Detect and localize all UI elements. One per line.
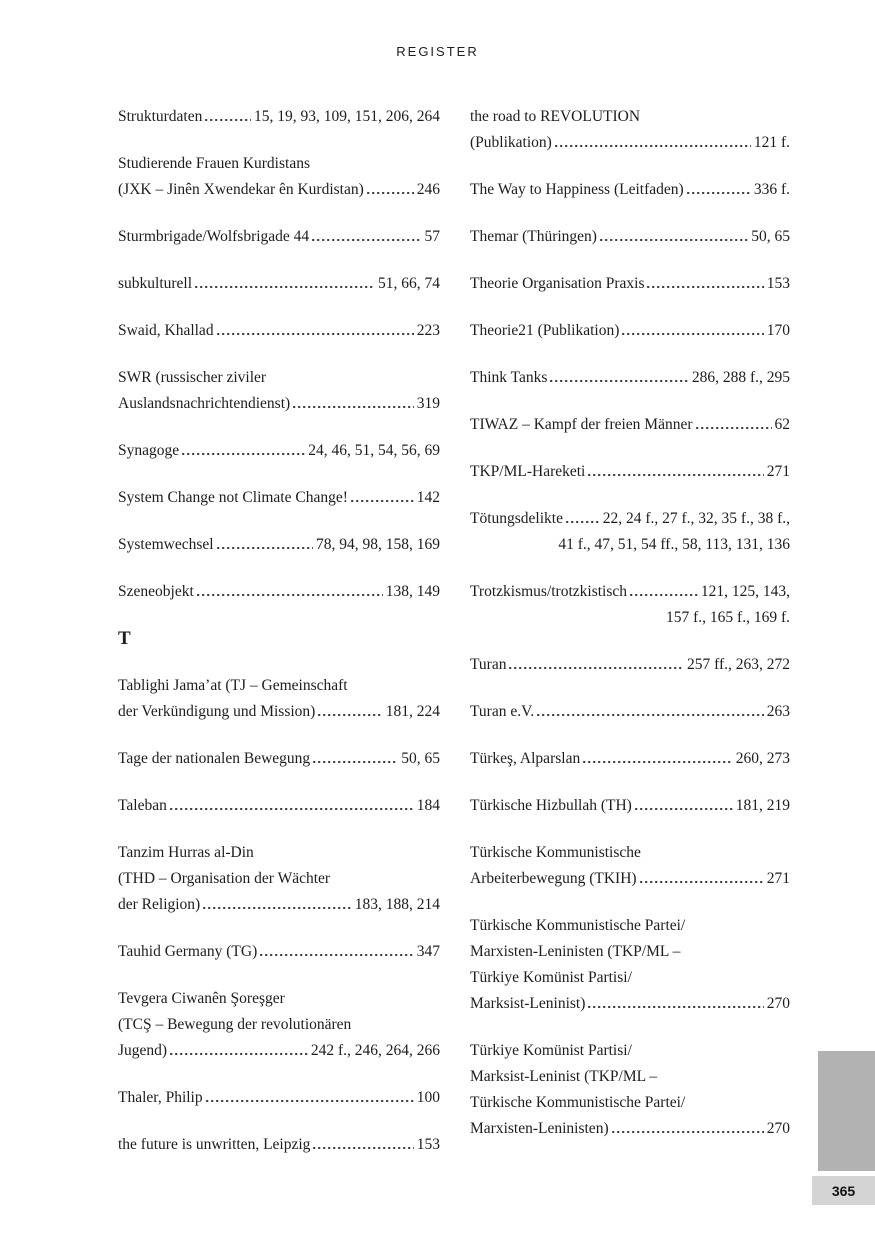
index-entry — [470, 699, 790, 725]
index-entry — [118, 840, 440, 918]
entry-pages: 121 f. — [753, 134, 790, 151]
entry-leader-line — [118, 746, 440, 772]
index-columns — [118, 104, 790, 1179]
entry-leader-line — [118, 318, 440, 344]
entry-term: The Way to Happiness (Leitfaden) — [470, 181, 684, 198]
entry-term: Tage der nationalen Bewegung — [118, 750, 311, 767]
entry-term: Themar (Thüringen) — [470, 228, 597, 245]
dot-leader — [696, 427, 772, 429]
entry-term: the future is unwritten, Leipzig — [118, 1136, 311, 1153]
entry-leader-line — [470, 793, 790, 819]
dot-leader — [182, 453, 305, 455]
entry-pages: 22, 24 f., 27 f., 32, 35 f., 38 f., — [602, 510, 790, 527]
index-column-left — [118, 104, 440, 1179]
index-entry — [118, 438, 440, 464]
entry-term: Türkeş, Alparslan — [470, 750, 581, 767]
entry-term: System Change not Climate Change! — [118, 489, 348, 506]
entry-pages: 270 — [766, 1120, 790, 1137]
entry-pages: 260, 273 — [735, 750, 790, 767]
entry-pages: 78, 94, 98, 158, 169 — [316, 536, 440, 553]
entry-term: Taleban — [118, 797, 167, 814]
entry-leader-line — [470, 177, 790, 203]
entry-leader-line — [118, 271, 440, 297]
entry-leader-line — [470, 699, 790, 725]
entry-pages: 138, 149 — [385, 583, 440, 600]
entry-pages: 50, 65 — [751, 228, 790, 245]
entry-term: Thaler, Philip — [118, 1089, 203, 1106]
entry-term: subkulturell — [118, 275, 193, 292]
entry-term: Marxisten-Leninisten) — [470, 1120, 609, 1137]
entry-leader-line — [470, 365, 790, 391]
entry-term: Strukturdaten — [118, 108, 203, 125]
entry-text-line: Tevgera Ciwanên Şoreşger — [118, 990, 285, 1007]
entry-pages: 242 f., 246, 264, 266 — [310, 1042, 440, 1059]
entry-leader-line — [118, 532, 440, 558]
dot-leader — [206, 1100, 414, 1102]
dot-leader — [566, 521, 600, 523]
entry-term: Theorie Organisation Praxis — [470, 275, 645, 292]
entry-pages: 153 — [766, 275, 790, 292]
index-entry — [118, 939, 440, 965]
entry-leader-line — [118, 1132, 440, 1158]
dot-leader — [205, 119, 251, 121]
entry-pages: 170 — [766, 322, 790, 339]
entry-pages: 121, 125, 143, — [700, 583, 790, 600]
entry-leader-line — [470, 318, 790, 344]
dot-leader — [170, 1053, 308, 1055]
dot-leader — [555, 145, 751, 147]
entry-term: Szeneobjekt — [118, 583, 194, 600]
dot-leader — [509, 667, 683, 669]
index-entry — [470, 652, 790, 678]
index-entry — [118, 224, 440, 250]
entry-pages: 270 — [766, 995, 790, 1012]
entry-leader-line — [118, 1038, 440, 1064]
dot-leader — [318, 714, 382, 716]
entry-pages: 319 — [416, 395, 440, 412]
entry-text-line: (TCŞ – Bewegung der revolutionären — [118, 1016, 352, 1033]
entry-leader-line — [470, 579, 790, 605]
entry-text-line: Tablighi Jama’at (TJ – Gemeinschaft — [118, 677, 348, 694]
dot-leader — [588, 1006, 763, 1008]
entry-term: (Publikation) — [470, 134, 552, 151]
dot-leader — [622, 333, 763, 335]
index-entry — [470, 318, 790, 344]
entry-text-line: Türkische Kommunistische Partei/ — [470, 917, 686, 934]
entry-leader-line — [470, 1116, 790, 1142]
entry-pages: 15, 19, 93, 109, 151, 206, 264 — [254, 108, 440, 125]
entry-leader-line — [470, 412, 790, 438]
dot-leader — [537, 714, 764, 716]
index-entry — [118, 673, 440, 725]
entry-pages: 223 — [416, 322, 440, 339]
dot-leader — [313, 761, 398, 763]
entry-leader-line — [118, 177, 440, 203]
entry-term: Auslandsnachrichtendienst) — [118, 395, 291, 412]
entry-leader-line — [470, 991, 790, 1017]
entry-leader-line — [118, 104, 440, 130]
entry-text-line: Marksist-Leninist (TKP/ML – — [470, 1068, 658, 1085]
entry-leader-line — [470, 506, 790, 532]
index-entry — [118, 271, 440, 297]
entry-term: der Verkündigung und Mission) — [118, 703, 316, 720]
entry-text-line: Marxisten-Leninisten (TKP/ML – — [470, 943, 681, 960]
entry-pages-overflow: 41 f., 47, 51, 54 ff., 58, 113, 131, 136 — [558, 536, 790, 553]
entry-text-line: (THD – Organisation der Wächter — [118, 870, 331, 887]
page-number: 365 — [831, 1182, 856, 1199]
entry-leader-line — [470, 459, 790, 485]
index-entry — [470, 177, 790, 203]
dot-leader — [170, 808, 414, 810]
entry-text-line: Tanzim Hurras al-Din — [118, 844, 254, 861]
page-number-box — [812, 1176, 875, 1205]
entry-pages: 347 — [416, 943, 440, 960]
entry-term: TKP/ML-Hareketi — [470, 463, 586, 480]
entry-leader-line — [470, 224, 790, 250]
dot-leader — [588, 474, 763, 476]
dot-leader — [687, 192, 751, 194]
page-header: REGISTER — [396, 44, 479, 59]
dot-leader — [217, 547, 313, 549]
entry-text-line: Türkiye Komünist Partisi/ — [470, 969, 632, 986]
entry-leader-line — [118, 438, 440, 464]
index-entry — [470, 793, 790, 819]
entry-term: Jugend) — [118, 1042, 168, 1059]
entry-pages: 271 — [766, 463, 790, 480]
entry-text-line: SWR (russischer ziviler — [118, 369, 267, 386]
entry-term: Arbeiterbewegung (TKIH) — [470, 870, 637, 887]
entry-text-line: Türkische Kommunistische — [470, 844, 641, 861]
entry-term: Think Tanks — [470, 369, 548, 386]
index-entry — [118, 986, 440, 1064]
entry-term: Tauhid Germany (TG) — [118, 943, 258, 960]
dot-leader — [195, 286, 375, 288]
entry-pages: 246 — [416, 181, 440, 198]
entry-term: Turan e.V. — [470, 703, 535, 720]
index-entry — [470, 506, 790, 558]
dot-leader — [550, 380, 688, 382]
entry-pages: 184 — [416, 797, 440, 814]
entry-term: Swaid, Khallad — [118, 322, 214, 339]
entry-leader-line — [118, 793, 440, 819]
entry-pages: 50, 65 — [401, 750, 440, 767]
entry-pages: 181, 224 — [385, 703, 440, 720]
index-entry — [118, 746, 440, 772]
entry-pages: 181, 219 — [735, 797, 790, 814]
entry-text-line: Türkiye Komünist Partisi/ — [470, 1042, 632, 1059]
index-entry — [470, 746, 790, 772]
entry-pages: 257 ff., 263, 272 — [686, 656, 790, 673]
index-entry — [470, 271, 790, 297]
dot-leader — [197, 594, 383, 596]
entry-leader-line — [118, 892, 440, 918]
dot-leader — [630, 594, 698, 596]
entry-leader-line — [470, 746, 790, 772]
dot-leader — [351, 500, 414, 502]
entry-pages: 142 — [416, 489, 440, 506]
entry-term: Synagoge — [118, 442, 180, 459]
entry-term: Marksist-Leninist) — [470, 995, 586, 1012]
dot-leader — [312, 239, 421, 241]
entry-leader-line — [118, 579, 440, 605]
index-entry — [118, 793, 440, 819]
entry-pages: 24, 46, 51, 54, 56, 69 — [308, 442, 440, 459]
entry-pages: 336 f. — [753, 181, 790, 198]
dot-leader — [217, 333, 414, 335]
index-entry — [118, 104, 440, 130]
dot-leader — [313, 1147, 413, 1149]
entry-pages: 183, 188, 214 — [354, 896, 440, 913]
index-column-right — [470, 104, 790, 1179]
index-entry — [118, 318, 440, 344]
entry-term: Tötungsdelikte — [470, 510, 563, 527]
entry-leader-line — [118, 391, 440, 417]
entry-pages: 57 — [424, 228, 440, 245]
section-letter: T — [118, 628, 131, 649]
index-entry — [118, 532, 440, 558]
entry-leader-line — [470, 652, 790, 678]
entry-pages: 100 — [416, 1089, 440, 1106]
entry-term: der Religion) — [118, 896, 201, 913]
dot-leader — [367, 192, 414, 194]
dot-leader — [640, 881, 764, 883]
index-entry — [470, 224, 790, 250]
entry-leader-line — [118, 699, 440, 725]
dot-leader — [635, 808, 733, 810]
entry-pages: 51, 66, 74 — [378, 275, 440, 292]
entry-leader-line — [470, 866, 790, 892]
entry-term: Theorie21 (Publikation) — [470, 322, 620, 339]
index-entry — [470, 104, 790, 156]
index-entry — [470, 579, 790, 631]
entry-term: Systemwechsel — [118, 536, 214, 553]
entry-pages: 271 — [766, 870, 790, 887]
entry-term: Turan — [470, 656, 507, 673]
index-entry — [470, 840, 790, 892]
index-entry — [118, 151, 440, 203]
entry-term: Sturmbrigade/Wolfsbrigade 44 — [118, 228, 310, 245]
index-entry — [118, 485, 440, 511]
dot-leader — [612, 1131, 764, 1133]
chapter-thumb-tab — [818, 1051, 875, 1171]
dot-leader — [293, 406, 414, 408]
entry-term: TIWAZ – Kampf der freien Männer — [470, 416, 693, 433]
index-entry — [470, 459, 790, 485]
entry-term: Trotzkismus/trotzkistisch — [470, 583, 628, 600]
entry-pages: 62 — [774, 416, 790, 433]
entry-leader-line — [118, 224, 440, 250]
entry-text-line: Türkische Kommunistische Partei/ — [470, 1094, 686, 1111]
index-entry — [118, 579, 440, 605]
entry-leader-line — [118, 1085, 440, 1111]
dot-leader — [583, 761, 733, 763]
dot-leader — [647, 286, 763, 288]
entry-pages: 263 — [766, 703, 790, 720]
entry-leader-line — [118, 939, 440, 965]
entry-text-line: the road to REVOLUTION — [470, 108, 641, 125]
index-entry — [118, 365, 440, 417]
entry-text-line: Studierende Frauen Kurdistans — [118, 155, 310, 172]
index-entry — [470, 412, 790, 438]
index-entry — [470, 1038, 790, 1142]
entry-leader-line — [118, 485, 440, 511]
index-entry — [118, 1085, 440, 1111]
entry-term: Türkische Hizbullah (TH) — [470, 797, 632, 814]
entry-pages-overflow: 157 f., 165 f., 169 f. — [666, 609, 790, 626]
entry-term: (JXK – Jinên Xwendekar ên Kurdistan) — [118, 181, 364, 198]
index-entry — [118, 1132, 440, 1158]
entry-pages: 153 — [416, 1136, 440, 1153]
entry-leader-line — [470, 271, 790, 297]
entry-leader-line — [470, 130, 790, 156]
index-entry — [470, 913, 790, 1017]
index-entry — [470, 365, 790, 391]
dot-leader — [600, 239, 748, 241]
dot-leader — [260, 954, 414, 956]
entry-pages: 286, 288 f., 295 — [691, 369, 790, 386]
dot-leader — [203, 907, 352, 909]
